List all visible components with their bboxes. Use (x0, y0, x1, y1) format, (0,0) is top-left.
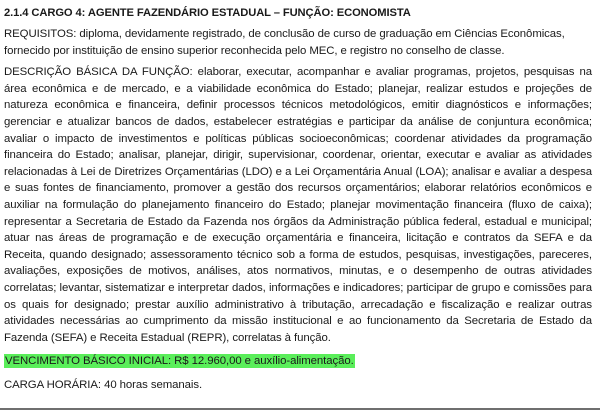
vencimento-line (4, 353, 594, 370)
requisitos-paragraph: REQUISITOS: diploma, devidamente registrado, de conclusão de curso de graduação em Ciências Econômicas, fornecido por instituição de ensino superior reconhecida pelo MEC, e registro no conselho de classe. (4, 28, 565, 57)
horizontal-divider (0, 408, 600, 410)
vencimento-highlight: VENCIMENTO BÁSICO INICIAL: R$ 12.960,00 e auxílio-alimentação. (5, 355, 354, 368)
section-heading: 2.1.4 CARGO 4: AGENTE FAZENDÁRIO ESTADUAL – FUNÇÃO: ECONOMISTA (4, 7, 411, 19)
carga-horaria-line: CARGA HORÁRIA: 40 horas semanais. (4, 378, 203, 391)
descricao-basica-paragraph: DESCRIÇÃO BÁSICA DA FUNÇÃO: elaborar, executar, acompanhar e avaliar programas, projetos, pesquisas na área econômica e de mercado, e a viabilidade econômica do Estado; planejar, realizar estudos e projeções de natureza econômica e financeira, definir processos técnicos metodológicos, emitir diagnósticos e informações; gerenciar e atualizar bancos de dados, estabelecer estratégias e participar da análise de conjuntura econômica; avaliar o impacto de investimentos e políticas públicas socioeconômicas; coordenar atividades da programação financeira do Estado; analisar, planejar, dirigir, supervisionar, coordenar, orientar, executar e avaliar as atividades relacionadas à Lei de Diretrizes Orçamentárias (LDO) e a Lei Orçamentária Anual (LOA); analisar e avaliar a despesa e suas fontes de financiamento, promover a gestão dos recursos orçamentários; elaborar relatórios econômicos e auxiliar na formulação do planejamento financeiro do Estado; planejar movimentação financeira (fluxo de caixa); representar a Secretaria de Estado da Fazenda nos órgãos da Administração pública federal, estadual e municipal; atuar nas áreas de programação e de execução orçamentária e financeira, licitação e contratos da SEFA e da Receita, quando designado; assessoramento técnico sob a forma de estudos, pesquisas, investigações, pareceres, avaliações, exposições de motivos, análises, atos normativos, minutas, e o desempenho de outras atividades correlatas; levantar, sistematizar e interpretar dados, informações e indicadores; participar de grupo e comissões para os quais for designado; prestar auxílio administrativo à tributação, arrecadação e fiscalização e realizar outras atividades necessárias ao cumprimento da missão institucional e ao funcionamento da Secretaria de Estado da Fazenda (SEFA) e Receita Estadual (REPR), correlatas à função. (4, 66, 592, 344)
